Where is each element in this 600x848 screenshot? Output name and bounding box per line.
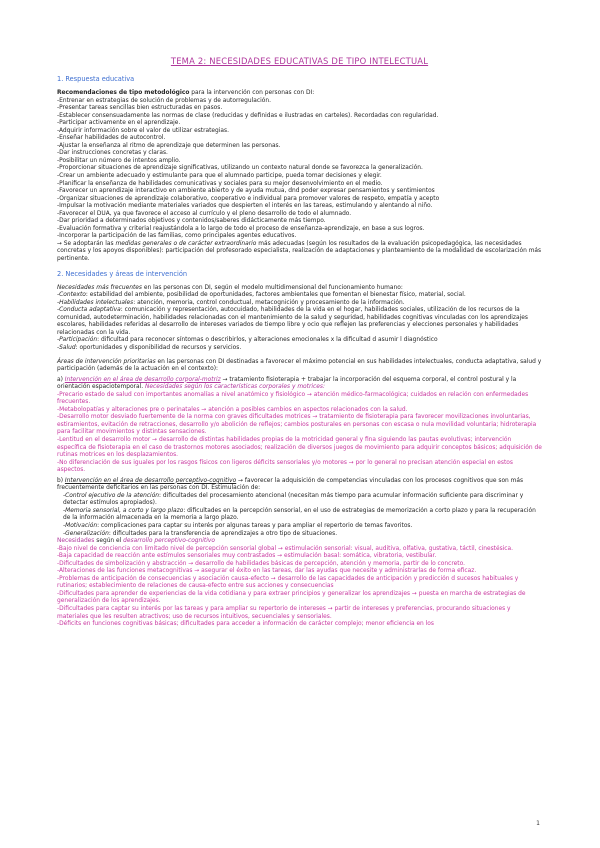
list-item: -Favorecer el DUA, ya que favorece el acceso al currículo y el pleno desarrollo de todo el alumnado. bbox=[57, 210, 352, 217]
section1-lead bbox=[57, 90, 542, 98]
list-item-label: -Motivación bbox=[63, 522, 98, 529]
needs-intro bbox=[57, 285, 542, 293]
list-item bbox=[57, 508, 542, 523]
area-a-list bbox=[57, 392, 542, 475]
list-item: -Problemas de anticipación de consecuencias y asociación causa-efecto → desarrollo de las capacidades de anticipación y predicción d sucesos habituales y rutinarios; establecimiento de relaciones de causa-efecto entre sus acciones y consecuencias bbox=[57, 575, 519, 590]
needs-intro-rest: en las personas con DI, según el modelo multidimensional del funcionamiento humano: bbox=[142, 284, 403, 291]
list-item: -Déficits en funciones cognitivas básicas; dificultades para acceder a información de carácter complejo; menor eficiencia en los bbox=[57, 621, 434, 628]
areas-intro-italic: Áreas de intervención prioritarias bbox=[57, 358, 156, 365]
area-a-heading: Intervención en el área de desarrollo corporal-motriz bbox=[64, 376, 221, 383]
list-item: -Dificultades de simbolización y abstracción → desarrollo de habilidades básicas de percepción, atención y memoria, partir de lo concreto. bbox=[57, 560, 465, 567]
list-item bbox=[57, 345, 542, 353]
list-item: -Incorporar la participación de las familias, como principales agentes educativos. bbox=[57, 233, 297, 240]
list-item-text: : atención, memoria, control conductual, metacognición y procesamiento de la información. bbox=[133, 299, 405, 306]
area-a-prefix: a) bbox=[57, 376, 65, 383]
area-b-needs-mid: según el bbox=[94, 538, 124, 545]
list-item-label: -Participación bbox=[57, 337, 98, 344]
page-title: TEMA 2: NECESIDADES EDUCATIVAS DE TIPO INTELECTUAL bbox=[170, 56, 429, 66]
closing-italic: medidas generales o de carácter extraordinario bbox=[115, 240, 257, 247]
list-item-label: -Salud bbox=[57, 344, 76, 351]
area-b-heading: Intervención en el área de desarrollo perceptivo-cognitivo bbox=[64, 477, 237, 484]
closing-post: más adecuadas (según los resultados de la evaluación psicopedagógica, las necesidades concretas y los apoyos disponibles): participación del profesorado especialista, realización de adaptaciones y planteamiento de la modalidad de escolarización más pertinente. bbox=[57, 240, 542, 263]
list-item: -Baja capacidad de reacción ante estímulos sensoriales muy contrastados → estimulación basal: somática, vibratoria, vestibular. bbox=[57, 553, 437, 560]
list-item: -Proporcionar situaciones de aprendizaje significativas, utilizando un contexto natural donde se favorezca la generalización. bbox=[57, 165, 423, 172]
list-item: -Crear un ambiente adecuado y estimulante para que el alumnado participe, pueda tomar decisiones y elegir. bbox=[57, 173, 382, 180]
area-b-needs-italic: desarrollo perceptivo-cognitivo bbox=[123, 538, 215, 545]
list-item-text: : comunicación y representación, autocuidado, habilidades de la vida en el hogar, habilidades sociales, utilización de los recursos de la comunidad, autodeterminación, habilidades relacionadas con el mantenimiento de la salud y seguridad, habilidades cognitivas vinculadas con los aprendizajes escolares, habilidades referidas al desarrollo de intereses variados de tiempo libre y ocio que reflejen las preferencias y elecciones personales y habilidades relacionadas con la vida. bbox=[57, 307, 528, 336]
list-item: -Favorecer un aprendizaje interactivo en ambiente abierto y de ayuda mutua, dnd poder expresar pensamientos y sentimientos bbox=[57, 188, 435, 195]
closing-pre: → Se adoptarán las bbox=[57, 240, 116, 247]
list-item bbox=[57, 292, 542, 300]
area-b-sublist bbox=[57, 493, 542, 538]
list-item-text: : dificultades en la percepción sensorial, en el uso de estrategias de memorización a corto plazo y para la recuperación de la información almacenada en la memoria a largo plazo. bbox=[63, 507, 536, 522]
list-item bbox=[57, 337, 542, 345]
list-item: -Organizar situaciones de aprendizaje colaborativo, cooperativo e individual para promover valores de respeto, empatía y acepto bbox=[57, 195, 440, 202]
list-item: -No diferenciación de sus iguales por los rasgos físicos con ligeros déficits sensoriales y/o motores → por lo general no precisan atención especial en estos aspectos. bbox=[57, 459, 513, 474]
list-item-label: -Contexto bbox=[57, 292, 86, 299]
list-item: -Alteraciones de las funciones metacognitivas → asegurar el éxito en las tareas, dar las ayudas que necesite y administrarlas de forma eficaz. bbox=[57, 568, 477, 575]
area-b-rest: → favorecer la adquisición de competencias vinculadas con los procesos cognitivos que son más frecuentemente deficitarios en las personas con DI. Estimulación de: bbox=[57, 477, 524, 492]
area-b-prefix: b) bbox=[57, 477, 65, 484]
section-heading-2: 2. Necesidades y áreas de intervención bbox=[57, 269, 188, 278]
list-item: -Bajo nivel de conciencia con limitado nivel de percepción sensorial global → estimulación sensorial: visual, auditiva, olfativa, gustativa, táctil, cinestésica. bbox=[57, 545, 514, 552]
page-number: 1 bbox=[536, 820, 540, 827]
list-item-text: : oportunidades y disponibilidad de recursos y servicios. bbox=[75, 344, 242, 351]
list-item: -Dar instrucciones concretas y claras. bbox=[57, 150, 168, 157]
area-a-needs-italic: características corporales y motrices: bbox=[214, 384, 325, 391]
list-item: -Planificar la enseñanza de habilidades comunicativas y sociales para su mejor desenvolvimiento en el medio. bbox=[57, 180, 383, 187]
list-item: -Ajustar la enseñanza al ritmo de aprendizaje que determinen las personas. bbox=[57, 142, 281, 149]
list-item: -Impulsar la motivación mediante materiales variados que despierten el interés en las tareas, estimulando y alentando al niño. bbox=[57, 203, 433, 210]
list-item-text: : dificultad para reconocer síntomas o describirlos, y alteraciones emocionales x la dificultad d asumir l diagnóstico bbox=[97, 337, 438, 344]
area-b-list bbox=[57, 546, 542, 629]
list-item bbox=[57, 307, 542, 337]
list-item: -Entrenar en estrategias de solución de problemas y de autorregulación. bbox=[57, 97, 271, 104]
list-item: -Dar prioridad a determinados objetivos y contenidos/saberes didácticamente más tiempo. bbox=[57, 218, 326, 225]
list-item: -Dificultades para captar su interés por las tareas y para ampliar su repertorio de intereses → partir de intereses y preferencias, procurando situaciones y materiales que les resulten atractivos; uso de recursos intuitivos, secuenciales y sensoriales. bbox=[57, 606, 511, 620]
area-b-needs bbox=[57, 538, 542, 546]
list-item: -Precario estado de salud con importantes anomalías a nivel anatómico y fisiológico → atención médico-farmacológica; cuidados en relación con enfermedades frecuentes. bbox=[57, 391, 529, 406]
list-item-text: : complicaciones para captar su interés por algunas tareas y para ampliar el repertorio de temas favoritos. bbox=[97, 522, 413, 529]
needs-intro-italic: Necesidades más frecuentes bbox=[57, 284, 142, 291]
recommendations-list bbox=[57, 98, 542, 241]
area-a-rest: → tratamiento fisioterapia + trabajar la incorporación del esquema corporal, el control postural y la orientación espaciotemporal. bbox=[57, 376, 517, 391]
list-item: -Establecer consensuadamente las normas de clase (reducidas y definidas e ilustradas en carteles). Recordadas con regularidad. bbox=[57, 112, 439, 119]
list-item bbox=[57, 493, 542, 508]
list-item: -Presentar tareas sencillas bien estructuradas en pasos. bbox=[57, 105, 223, 112]
area-a-needs: Necesidades según los bbox=[144, 384, 215, 391]
list-item bbox=[57, 523, 542, 531]
list-item: -Dificultades para aprender de experiencias de la vida cotidiana y para extraer principios y generalizar los aprendizajes → puesta en marcha de estrategias de generalización de los aprendizajes. bbox=[57, 590, 526, 605]
list-item-label: -Habilidades intelectuales bbox=[57, 299, 134, 306]
list-item: -Desarrollo motor desviado fuertemente de la norma con graves dificultades motrices → tratamiento de fisioterapia para favorecer movilizaciones involuntarias, estiramientos, evitación de retracciones, desarrollo y/o abolición de reflejos; cambios posturales en personas con escasa o nula movilidad voluntaria; hidroterapia para facilitar movimientos y distintas sensaciones. bbox=[57, 414, 537, 436]
area-a-intro bbox=[57, 377, 542, 392]
section1-closing bbox=[57, 241, 542, 264]
document-page bbox=[57, 56, 542, 629]
area-b-needs-pre: Necesidades bbox=[57, 538, 95, 545]
list-item-label: -Generalización bbox=[63, 530, 109, 537]
list-item-label: -Conducta adaptativa bbox=[57, 307, 121, 314]
needs-list bbox=[57, 292, 542, 352]
list-item: -Lentitud en el desarrollo motor → desarrollo de distintas habilidades propias de la motricidad general y fina siguiendo las pautas evolutivas; intervención específica de fisioterapia en el caso de trastornos motores asociados; realización de diversos juegos de movimiento para adquirir conceptos básicos; adquisición de rutinas motrices en los desplazamientos. bbox=[57, 436, 542, 459]
list-item-label: -Memoria sensorial, a corto y largo plazo bbox=[63, 507, 184, 514]
list-item: -Evaluación formativa y criterial reajustándola a lo largo de todo el proceso de enseñanza-aprendizaje, en base a sus logros. bbox=[57, 225, 425, 232]
section-heading-1: 1. Respuesta educativa bbox=[57, 75, 135, 83]
list-item-label: -Control ejecutivo de la atención bbox=[63, 492, 160, 499]
areas-intro-rest: en las personas con DI destinadas a favorecer el máximo potencial en sus habilidades intelectuales, conducta adaptativa, salud y participación (además de la actuación en el contexto): bbox=[57, 358, 542, 373]
list-item-text: : dificultades para la transferencia de aprendizajes a otro tipo de situaciones. bbox=[108, 530, 338, 537]
list-item-text: : estabilidad del ambiente, posibilidad de oportunidades, factores ambientales que fomentan el bienestar físico, material, social. bbox=[85, 292, 466, 299]
list-item bbox=[57, 531, 542, 539]
area-b-intro bbox=[57, 478, 542, 493]
areas-intro bbox=[57, 359, 542, 374]
lead-rest: para la intervención con personas con DI: bbox=[189, 90, 315, 96]
list-item: -Posibilitar un número de intentos amplio. bbox=[57, 157, 181, 164]
list-item: -Metabolopatías y alteraciones pre o perinatales → atención a posibles cambios en aspectos relacionados con la salud. bbox=[57, 406, 408, 413]
list-item: -Enseñar habilidades de autocontrol. bbox=[57, 135, 166, 142]
lead-bold: Recomendaciones de tipo metodológico bbox=[57, 90, 190, 96]
list-item: -Adquirir información sobre el valor de utilizar estrategias. bbox=[57, 127, 229, 134]
list-item: -Participar activamente en el aprendizaje. bbox=[57, 120, 181, 127]
list-item-text: : dificultades del procesamiento atencional (necesitan más tiempo para acumular información suficiente para discriminar y detectar estímulos apropiados). bbox=[63, 492, 524, 507]
